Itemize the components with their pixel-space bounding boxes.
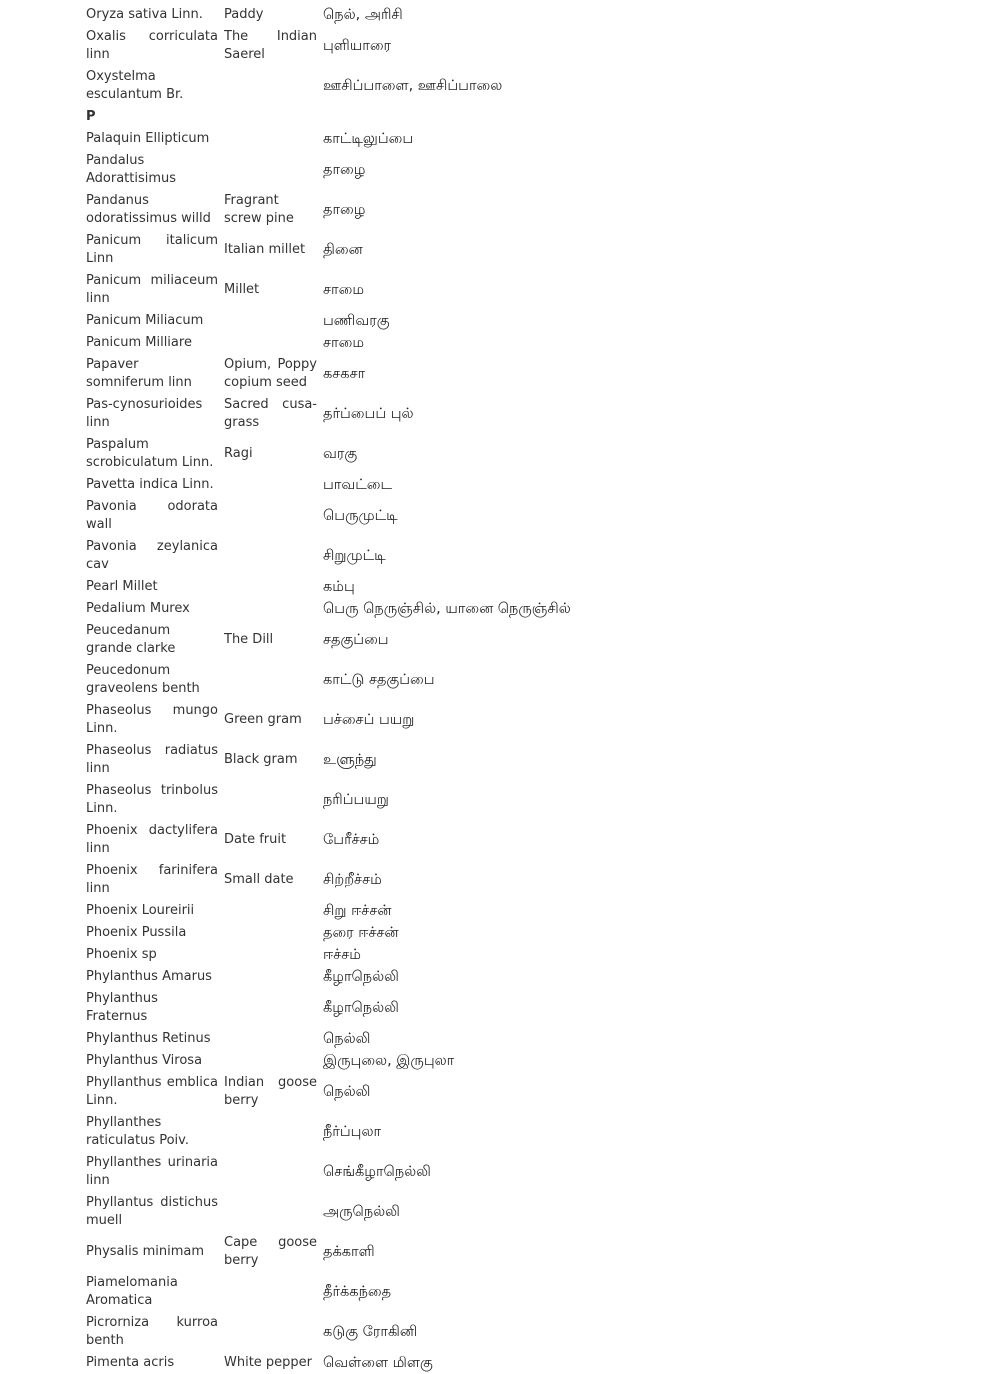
english-name-cell	[221, 1112, 320, 1152]
english-name-cell	[221, 1152, 320, 1192]
tamil-name-cell: சிறுமுட்டி	[323, 548, 386, 564]
table-row	[83, 310, 574, 332]
table-row	[83, 394, 574, 434]
tamil-name-cell	[320, 106, 574, 128]
tamil-name-cell: நெல்லி	[323, 1084, 371, 1100]
table-row	[83, 496, 574, 536]
table-row	[83, 700, 574, 740]
section-letter-row	[83, 106, 574, 128]
botanical-name-cell: Oxalis corriculata linn	[86, 29, 218, 62]
botanical-name-cell: Phoenix dactylifera linn	[86, 823, 218, 856]
botanical-name-cell: Phylanthus Amarus	[86, 969, 212, 984]
english-name-cell: White pepper	[224, 1355, 313, 1370]
english-name-cell: Small date	[224, 872, 294, 887]
english-name-cell: Italian millet	[224, 242, 306, 257]
tamil-name-cell: வெள்ளை மிளகு	[323, 1355, 433, 1371]
english-name-cell	[221, 536, 320, 576]
section-letter: P	[86, 109, 96, 124]
botanical-name-cell: Oxystelma esculantum Br.	[86, 69, 184, 102]
botanical-name-cell: Pandanus odoratissimus willd	[86, 193, 211, 226]
table-row	[83, 150, 574, 190]
english-name-cell	[221, 988, 320, 1028]
table-row	[83, 4, 574, 26]
english-name-cell	[221, 576, 320, 598]
table-row	[83, 1312, 574, 1352]
botanical-name-cell: Peucedanum grande clarke	[86, 623, 176, 656]
botanical-name-cell: Panicum Miliacum	[86, 313, 204, 328]
botanical-name-cell: Panicum miliaceum linn	[86, 273, 218, 306]
table-row	[83, 1232, 574, 1272]
table-row	[83, 740, 574, 780]
tamil-name-cell: கடுகு ரோகினி	[323, 1324, 418, 1340]
botanical-name-cell: Pavonia odorata wall	[86, 499, 218, 532]
botanical-name-cell: Paspalum scrobiculatum Linn.	[86, 437, 214, 470]
tamil-name-cell: பெருமுட்டி	[323, 508, 398, 524]
table-row	[83, 966, 574, 988]
botanical-name-cell: Phoenix Pussila	[86, 925, 187, 940]
botanical-name-cell: Pandalus Adorattisimus	[86, 153, 177, 186]
botanical-name-cell: Pavetta indica Linn.	[86, 477, 214, 492]
table-row	[83, 944, 574, 966]
botanical-name-cell: Phaseolus mungo Linn.	[86, 703, 218, 736]
table-row	[83, 190, 574, 230]
table-row	[83, 1050, 574, 1072]
botanical-name-cell: Peucedonum graveolens benth	[86, 663, 200, 696]
botanical-name-cell: Phylanthus Fraternus	[86, 991, 158, 1024]
table-row	[83, 536, 574, 576]
tamil-name-cell: தினை	[323, 242, 363, 258]
botanical-name-cell: Pavonia zeylanica cav	[86, 539, 218, 572]
english-name-cell	[221, 1050, 320, 1072]
table-row	[83, 598, 574, 620]
tamil-name-cell: தாழை	[323, 162, 366, 178]
tamil-name-cell: கசகசா	[323, 366, 366, 382]
english-name-cell	[221, 1312, 320, 1352]
tamil-name-cell: சாமை	[323, 282, 364, 298]
english-name-cell	[221, 66, 320, 106]
botanical-name-cell: Phyllanthus emblica Linn.	[86, 1075, 218, 1108]
english-name-cell	[221, 922, 320, 944]
botanical-name-cell: Palaquin Ellipticum	[86, 131, 210, 146]
english-name-cell	[221, 598, 320, 620]
table-row	[83, 900, 574, 922]
tamil-name-cell: தாழை	[323, 202, 366, 218]
tamil-name-cell: சாமை	[323, 335, 364, 351]
table-row	[83, 270, 574, 310]
tamil-name-cell: தரை ஈச்சன்	[323, 925, 399, 941]
botanical-name-cell: Papaver somniferum linn	[86, 357, 192, 390]
botanical-name-cell: Phyllanthes urinaria linn	[86, 1155, 218, 1188]
tamil-name-cell: காட்டிலுப்பை	[323, 131, 414, 147]
tamil-name-cell: தீர்க்கந்தை	[323, 1284, 392, 1300]
tamil-name-cell: நரிப்பயறு	[323, 792, 389, 808]
table-row	[83, 1112, 574, 1152]
english-name-cell	[221, 310, 320, 332]
tamil-name-cell: பணிவரகு	[323, 313, 390, 329]
english-name-cell	[221, 332, 320, 354]
table-row	[83, 354, 574, 394]
table-row	[83, 820, 574, 860]
tamil-name-cell: சிறு ஈச்சன்	[323, 903, 392, 919]
botanical-name-cell: Phoenix farinifera linn	[86, 863, 218, 896]
table-row	[83, 1272, 574, 1312]
english-name-cell	[221, 474, 320, 496]
tamil-name-cell: நீர்ப்புலா	[323, 1124, 382, 1140]
table-row	[83, 780, 574, 820]
tamil-name-cell: ஈச்சம்	[323, 947, 361, 963]
table-row	[83, 26, 574, 66]
english-name-cell	[221, 1028, 320, 1050]
botanical-name-cell: Panicum Milliare	[86, 335, 192, 350]
table-row	[83, 922, 574, 944]
tamil-name-cell: சிற்றீச்சம்	[323, 872, 382, 888]
tamil-name-cell: ஊசிப்பாளை, ஊசிப்பாலை	[323, 78, 503, 94]
tamil-name-cell: பேரீச்சம்	[323, 832, 380, 848]
english-name-cell	[221, 900, 320, 922]
tamil-name-cell: அருநெல்லி	[323, 1204, 400, 1220]
english-name-cell	[221, 1192, 320, 1232]
table-row	[83, 230, 574, 270]
table-row	[83, 128, 574, 150]
english-name-cell: The Indian Saerel	[224, 29, 317, 62]
english-name-cell: Green gram	[224, 712, 302, 727]
tamil-name-cell: காட்டு சதகுப்பை	[323, 672, 435, 688]
tamil-name-cell: நெல்லி	[323, 1031, 371, 1047]
table-row	[83, 576, 574, 598]
tamil-name-cell: நெல், அரிசி	[323, 7, 403, 23]
english-name-cell	[221, 966, 320, 988]
english-name-cell: Sacred cusa-grass	[224, 397, 317, 430]
tamil-name-cell: கம்பு	[323, 579, 355, 595]
english-name-cell: Ragi	[224, 446, 253, 461]
botanical-name-cell: Phylanthus Retinus	[86, 1031, 211, 1046]
english-name-cell: Indian goose berry	[224, 1075, 317, 1108]
botanical-name-cell: Phylanthus Virosa	[86, 1053, 203, 1068]
english-name-cell: Fragrant screw pine	[224, 193, 294, 226]
english-name-cell	[221, 150, 320, 190]
english-name-cell	[221, 128, 320, 150]
tamil-name-cell: பெரு நெருஞ்சில், யானை நெருஞ்சில்	[323, 601, 571, 617]
english-name-cell	[221, 496, 320, 536]
tamil-name-cell: தக்காளி	[323, 1244, 375, 1260]
botanical-name-cell: Panicum italicum Linn	[86, 233, 218, 266]
botanical-name-cell: Pearl Millet	[86, 579, 158, 594]
english-name-cell: Cape goose berry	[224, 1235, 317, 1268]
english-name-cell	[221, 106, 320, 128]
table-row	[83, 1028, 574, 1050]
english-name-cell: Millet	[224, 282, 260, 297]
table-row	[83, 988, 574, 1028]
table-row	[83, 620, 574, 660]
botanical-name-cell: Oryza sativa Linn.	[86, 7, 203, 22]
english-name-cell	[221, 780, 320, 820]
tamil-name-cell: சதகுப்பை	[323, 632, 389, 648]
table-row	[83, 66, 574, 106]
tamil-name-cell: உளுந்து	[323, 752, 377, 768]
botanical-name-cell: Piamelomania Aromatica	[86, 1275, 178, 1308]
table-row	[83, 1072, 574, 1112]
english-name-cell: Date fruit	[224, 832, 287, 847]
english-name-cell: Black gram	[224, 752, 298, 767]
table-row	[83, 474, 574, 496]
botanical-name-cell: Phoenix sp	[86, 947, 157, 962]
botanical-name-cell: Physalis minimam	[86, 1244, 205, 1259]
tamil-name-cell: வரகு	[323, 446, 358, 462]
botanical-name-cell: Picrorniza kurroa benth	[86, 1315, 218, 1348]
english-name-cell: The Dill	[224, 632, 274, 647]
english-name-cell	[221, 660, 320, 700]
botanical-name-cell: Pimenta acris	[86, 1355, 175, 1370]
tamil-name-cell: கீழாநெல்லி	[323, 969, 399, 985]
tamil-name-cell: செங்கீழாநெல்லி	[323, 1164, 431, 1180]
table-row	[83, 434, 574, 474]
tamil-name-cell: இருபுலை, இருபுலா	[323, 1053, 455, 1069]
table-row	[83, 860, 574, 900]
tamil-name-cell: கீழாநெல்லி	[323, 1000, 399, 1016]
botanical-name-cell: Phyllantus distichus muell	[86, 1195, 218, 1228]
table-row	[83, 1152, 574, 1192]
plant-names-table	[83, 4, 574, 1374]
table-row	[83, 1192, 574, 1232]
botanical-name-cell: Pedalium Murex	[86, 601, 190, 616]
botanical-name-cell: Pas-cynosurioides linn	[86, 397, 203, 430]
tamil-name-cell: தர்ப்பைப் புல்	[323, 406, 414, 422]
english-name-cell: Opium, Poppy copium seed	[224, 357, 317, 390]
botanical-name-cell: Phoenix Loureirii	[86, 903, 195, 918]
table-row	[83, 332, 574, 354]
tamil-name-cell: பாவட்டை	[323, 477, 393, 493]
english-name-cell: Paddy	[224, 7, 264, 22]
botanical-name-cell: Phaseolus radiatus linn	[86, 743, 218, 776]
english-name-cell	[221, 1272, 320, 1312]
tamil-name-cell: பச்சைப் பயறு	[323, 712, 415, 728]
plant-names-table-body	[83, 4, 574, 1374]
tamil-name-cell: புளியாரை	[323, 38, 392, 54]
botanical-name-cell: Phyllanthes raticulatus Poiv.	[86, 1115, 189, 1148]
english-name-cell	[221, 944, 320, 966]
table-row	[83, 1352, 574, 1374]
table-row	[83, 660, 574, 700]
botanical-name-cell: Phaseolus trinbolus Linn.	[86, 783, 218, 816]
